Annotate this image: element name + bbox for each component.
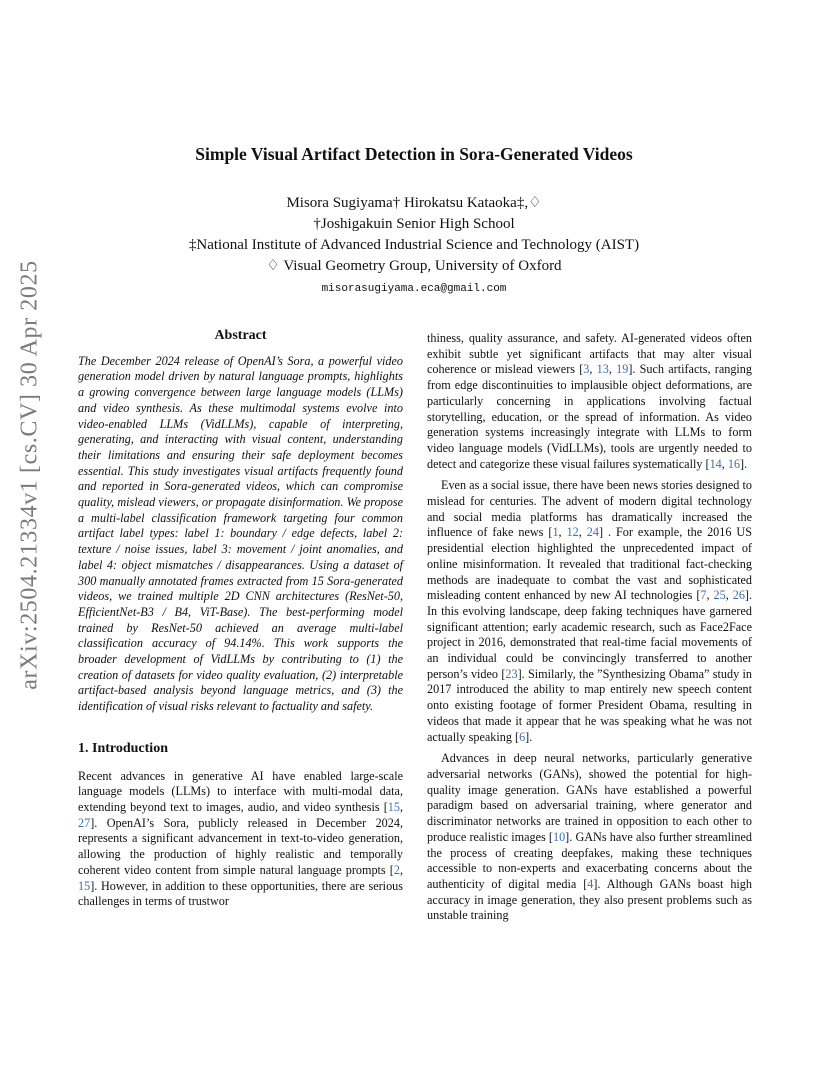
paragraph-text: , [721,456,728,471]
paragraph-text: ]. [740,456,748,471]
paragraph-text: ] . For example, the 2016 US presidential election highlighted the unprecedented impact of online misinformation. It revealed that traditional fact-checking methods are inadequate to combat the vast and sophisticated misleading content enhanced by new AI technologies [ [427,525,753,603]
citation-link[interactable]: 10 [552,829,566,844]
paragraph-text: ]. However, in addition to these opportunities, there are serious challenges in terms of trustwor [78,878,403,909]
abstract-heading: Abstract [214,328,267,343]
paragraph-text: ]. Similarly, the ”Synthesizing Obama” study in 2017 introduced the ability to map entirely new speech content onto existing footage of former President Obama, resulting in videos that made it appear that he was speaking what he was not actually speaking [ [427,666,752,744]
intro-paragraph-1 [78,769,403,910]
arxiv-side-identifier [5,260,55,690]
affiliation-1: †Joshigakuin Senior High School [313,216,515,232]
paragraph-text: Advances in deep neural networks, particularly generative adversarial networks (GANs), showed the potential for high-quality image generation. GANs have established a powerful paradigm based on adversarial training, where generator and discriminator networks are trained in opposition to each other to produce realistic images [ [427,751,752,844]
paragraph-text: , [578,525,587,540]
abstract-text: The December 2024 release of OpenAI’s Sora, a powerful video generation model driven by natural language prompts, highlights a growing convergence between large language models (LLMs) and video synthesis. As these multimodal systems evolve into video-enabled LLMs (VidLLMs), capable of interpreting, generating, and interacting with visual content, understanding their limitations and ensuring their safe deployment becomes essential. This study investigates visual artifacts frequently found and reported in Sora-generated videos, which can compromise quality, mislead viewers, or propagate disinformation. We propose a multi-label classification framework targeting four common artifact label types: label 1: boundary / edge defects, label 2: texture / noise issues, label 3: movement / joint anomalies, and label 4: object mismatches / disappearances. Using a dataset of 300 manually annotated frames extracted from 15 Sora-generated videos, we trained multiple 2D CNN architectures (ResNet-50, EfficientNet-B3 / B4, ViT-Base). The best-performing model trained by ResNet-50 achieved an average multi-label classification accuracy of 94.14%. This work supports the broader development of VidLLMs by contributing to (1) the creation of datasets for video quality evaluation, (2) interpretable artifact-based analysis beyond language metrics, and (3) the identification of visual risks relevant to factuality and safety. [78,353,403,714]
paragraph-text: ]. OpenAI’s Sora, publicly released in December 2024, represents a significant advancement in text-to-video generation, allowing the production of highly realistic and temporally coherent video content from simple natural language prompts [ [78,815,403,877]
paragraph-text: , [399,862,403,877]
citation-link[interactable]: 23 [505,666,518,681]
citation-link[interactable]: 3 [583,362,590,377]
paragraph-text: ]. Such artifacts, ranging from edge discontinuities to implausible object deformations, are particularly concerning in applications involving factual storytelling, education, or the spread of information. As video generation systems increasingly integrate with LLMs to form video language models (VidLLMs), tools are urgently needed to detect and categorize these visual failures systematically [ [427,362,752,471]
citation-link[interactable]: 14 [709,456,722,471]
paragraph-text: Even as a social issue, there have been news stories designed to mislead for centuries. The advent of modern digital technology and social media platforms has dramatically increased the influence of fake news [ [427,478,752,540]
citation-link[interactable]: 19 [616,362,629,377]
citation-link[interactable]: 15 [387,799,400,814]
author-email: misorasugiyama.eca@gmail.com [321,283,507,295]
paper-title: Simple Visual Artifact Detection in Sora-Generated Videos [195,144,633,164]
paragraph-text: ]. Although GANs boast high accuracy in image generation, they also present problems such as unstable training [427,876,752,923]
intro-paragraph-2 [427,478,752,745]
paragraph-text: ]. [525,729,533,744]
citation-link[interactable]: 16 [727,456,741,471]
paragraph-text: ]. GANs have also further streamlined the process of creating deepfakes, making these techniques accessible to non-experts and exacerbating concerns about the authenticity of digital media [ [427,829,752,891]
intro-paragraph-3 [427,751,752,924]
intro-paragraph-1-continued [427,331,752,472]
affiliation-3: ♢ Visual Geometry Group, University of Oxford [266,258,562,274]
citation-link[interactable]: 27 [78,815,91,830]
paragraph-text: , [608,362,617,377]
citation-link[interactable]: 2 [393,862,400,877]
citation-link[interactable]: 4 [587,876,594,891]
paragraph-text: , [399,799,403,814]
citation-link[interactable]: 15 [78,878,91,893]
paragraph-text: ]. In this evolving landscape, deep faking techniques have garnered significant attention; early academic research, such as Face2Face project in 2016, demonstrated that real-time facial movements of an individual could be convincingly transferred to another person’s video [ [427,588,753,681]
author-block [0,193,828,301]
right-column [427,331,752,924]
left-column [78,328,403,910]
citation-link[interactable]: 7 [700,588,707,603]
citation-link[interactable]: 26 [732,588,745,603]
affiliation-2: ‡National Institute of Advanced Industrial Science and Technology (AIST) [188,237,640,253]
paragraph-text: Recent advances in generative AI have enabled large-scale language models (LLMs) to interface with multi-modal data, extending beyond text to images, audio, and video synthesis [ [78,768,403,814]
introduction-heading: 1. Introduction [78,740,168,756]
paragraph-text: , [706,588,714,603]
citation-link[interactable]: 12 [566,525,579,540]
paragraph-text: , [725,588,733,603]
citation-link[interactable]: 24 [586,525,599,540]
citation-link[interactable]: 25 [713,588,726,603]
paragraph-text: , [589,362,597,377]
arxiv-id-text: arXiv:2504.21334v1 [cs.CV] 30 Apr 2025 [16,260,43,690]
author-names: Misora Sugiyama† Hirokatsu Kataoka‡,♢ [286,195,542,211]
paragraph-text: thiness, quality assurance, and safety. AI-generated videos often exhibit subtle yet significant artifacts that may alter visual coherence or mislead viewers [ [427,331,752,377]
paragraph-text: , [558,525,567,540]
citation-link[interactable]: 13 [596,362,609,377]
citation-link[interactable]: 1 [552,525,559,540]
citation-link[interactable]: 6 [519,729,526,744]
